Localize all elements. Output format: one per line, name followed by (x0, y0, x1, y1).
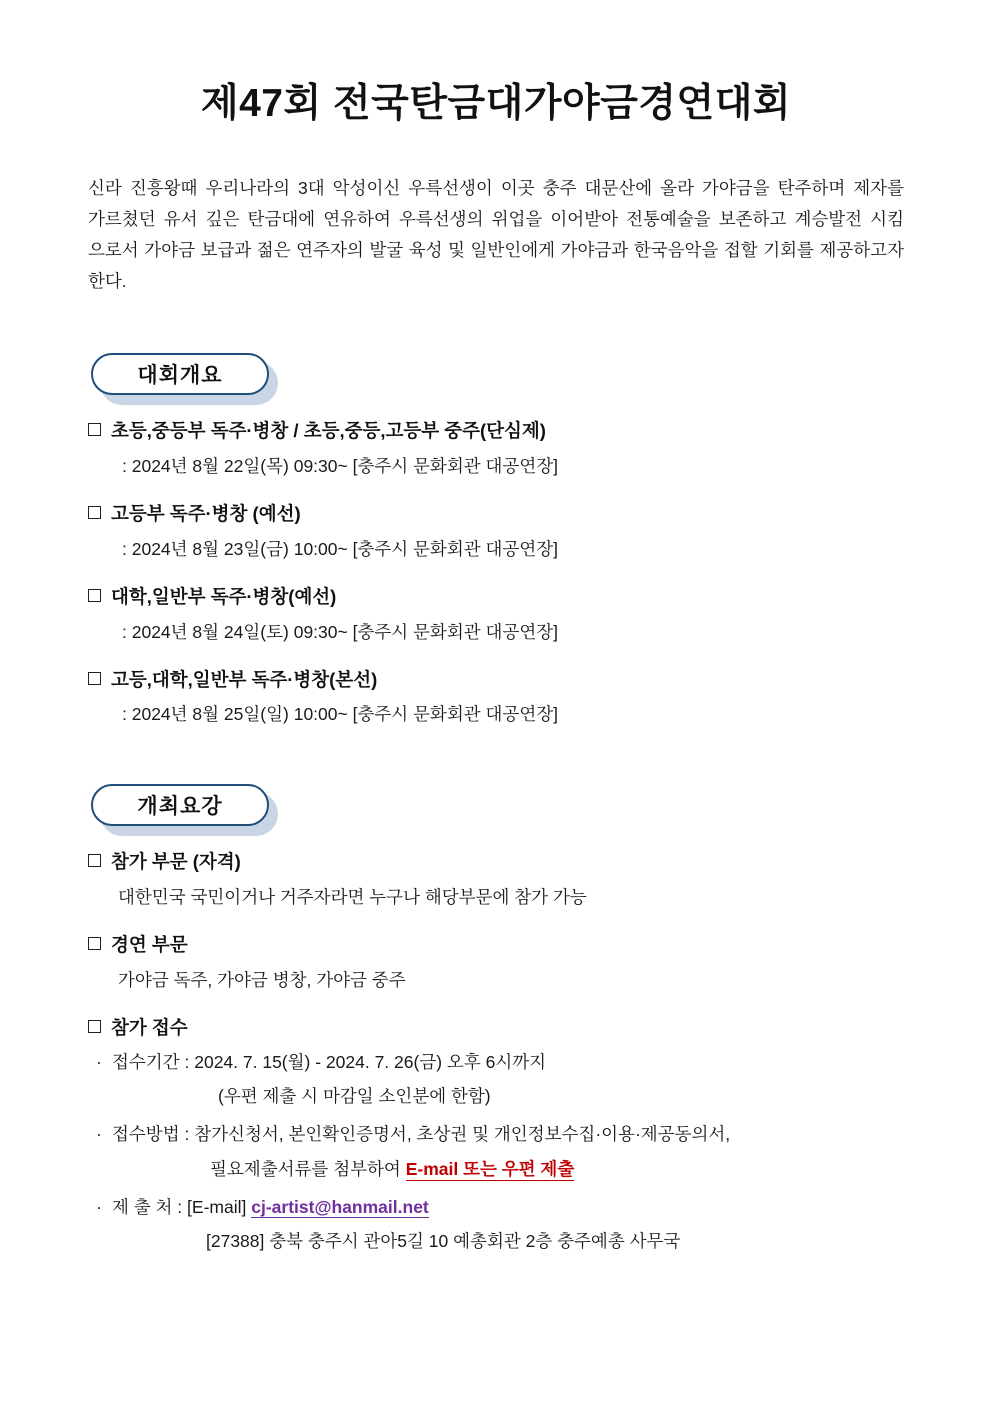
application-method-row (96, 1120, 904, 1148)
item-title-row (88, 931, 904, 959)
item-detail: : 2024년 8월 25일(일) 10:00~ [충주시 문화회관 대공연장] (122, 704, 558, 725)
submit-address-row (206, 1227, 904, 1255)
item-title: 초등,중등부 독주·병창 / 초등,중등,고등부 중주(단심제) (111, 420, 546, 442)
application-method-value2-pre: 필요제출서류를 첨부하여 (210, 1158, 406, 1179)
application-period-note-row (218, 1082, 904, 1110)
section-heading-overview (88, 353, 904, 399)
checkbox-icon (88, 937, 101, 950)
submit-email-link[interactable]: cj-artist@hanmail.net (251, 1196, 429, 1217)
item-title-row (88, 583, 904, 611)
item-title-row (88, 500, 904, 528)
application-method (112, 1120, 904, 1148)
item-title: 대학,일반부 독주·병창(예선) (111, 585, 337, 607)
item-detail: : 2024년 8월 22일(목) 09:30~ [충주시 문화회관 대공연장] (122, 456, 558, 477)
bullet-dot: · (96, 1196, 102, 1217)
list-item (88, 417, 904, 480)
list-item (88, 500, 904, 563)
pill (91, 784, 269, 826)
item-detail: 대한민국 국민이거나 거주자라면 누구나 해당부문에 참가 가능 (118, 887, 587, 908)
item-title-row (88, 666, 904, 694)
item-detail: : 2024년 8월 24일(토) 09:30~ [충주시 문화회관 대공연장] (122, 621, 558, 642)
application-period (112, 1048, 904, 1076)
application-details (88, 1048, 904, 1256)
page-title: 제47회 전국탄금대가야금경연대회 (200, 82, 792, 125)
bullet-dot: · (96, 1051, 102, 1072)
checkbox-icon (88, 423, 101, 436)
submit-row (96, 1193, 904, 1221)
item-title: 고등부 독주·병창 (예선) (111, 503, 301, 525)
overview-items (88, 417, 904, 728)
application-method-value: 참가신청서, 본인확인증명서, 초상권 및 개인정보수집·이용·제공동의서, (194, 1124, 731, 1145)
item-title-row (88, 417, 904, 445)
item-title: 참가 부문 (자격) (111, 851, 241, 873)
item-title-row (88, 848, 904, 876)
list-item (88, 931, 904, 994)
submit-address: [27388] 충북 충주시 관아5길 10 예총회관 2층 충주예총 사무국 (206, 1231, 681, 1252)
checkbox-icon (88, 506, 101, 519)
submit-info (112, 1193, 904, 1221)
application-period-label: 접수기간 : (112, 1051, 190, 1072)
application-period-row (96, 1048, 904, 1076)
pill (91, 353, 269, 395)
item-detail: : 2024년 8월 23일(금) 10:00~ [충주시 문화회관 대공연장] (122, 538, 558, 559)
item-title: 참가 접수 (111, 1016, 188, 1038)
checkbox-icon (88, 1020, 101, 1033)
list-item (88, 666, 904, 729)
application-method-value-2 (210, 1155, 904, 1183)
application-method-highlight: E-mail 또는 우편 제출 (405, 1158, 575, 1179)
section-heading-guidelines (88, 784, 904, 830)
application-method-row-2 (210, 1155, 904, 1183)
intro-paragraph: 신라 진흥왕때 우리나라의 3대 악성이신 우륵선생이 이곳 충주 대문산에 올라 가야금을 탄주하며 제자를 가르쳤던 유서 깊은 탄금대에 연유하여 우륵선생의 위업을 이어받아 전통예술을 보존하고 계승발전 시킴 으로서 가야금 보급과 젊은 연주자의 발굴 육성 및 일반인에게 가야금과 한국음악을 접할 기회를 제공하고자 한다. (88, 177, 904, 292)
checkbox-icon (88, 854, 101, 867)
submit-email-prefix: [E-mail] (187, 1196, 247, 1217)
checkbox-icon (88, 589, 101, 602)
application-period-note: (우편 제출 시 마감일 소인분에 한함) (218, 1085, 491, 1106)
list-item (88, 583, 904, 646)
submit-label: 제 출 처 : (112, 1196, 183, 1217)
item-detail: 가야금 독주, 가야금 병창, 가야금 중주 (118, 969, 406, 990)
list-item-application (88, 1014, 904, 1042)
application-method-label: 접수방법 : (112, 1124, 190, 1145)
section-heading-label: 대회개요 (137, 364, 223, 388)
item-title: 경연 부문 (111, 934, 188, 956)
list-item (88, 848, 904, 911)
bullet-dot: · (96, 1124, 102, 1145)
checkbox-icon (88, 672, 101, 685)
section-heading-label: 개최요강 (137, 795, 223, 819)
item-title-row (88, 1014, 904, 1042)
item-title: 고등,대학,일반부 독주·병창(본선) (111, 668, 378, 690)
application-period-value: 2024. 7. 15(월) - 2024. 7. 26(금) 오후 6시까지 (194, 1051, 547, 1072)
guideline-items (88, 848, 904, 1255)
